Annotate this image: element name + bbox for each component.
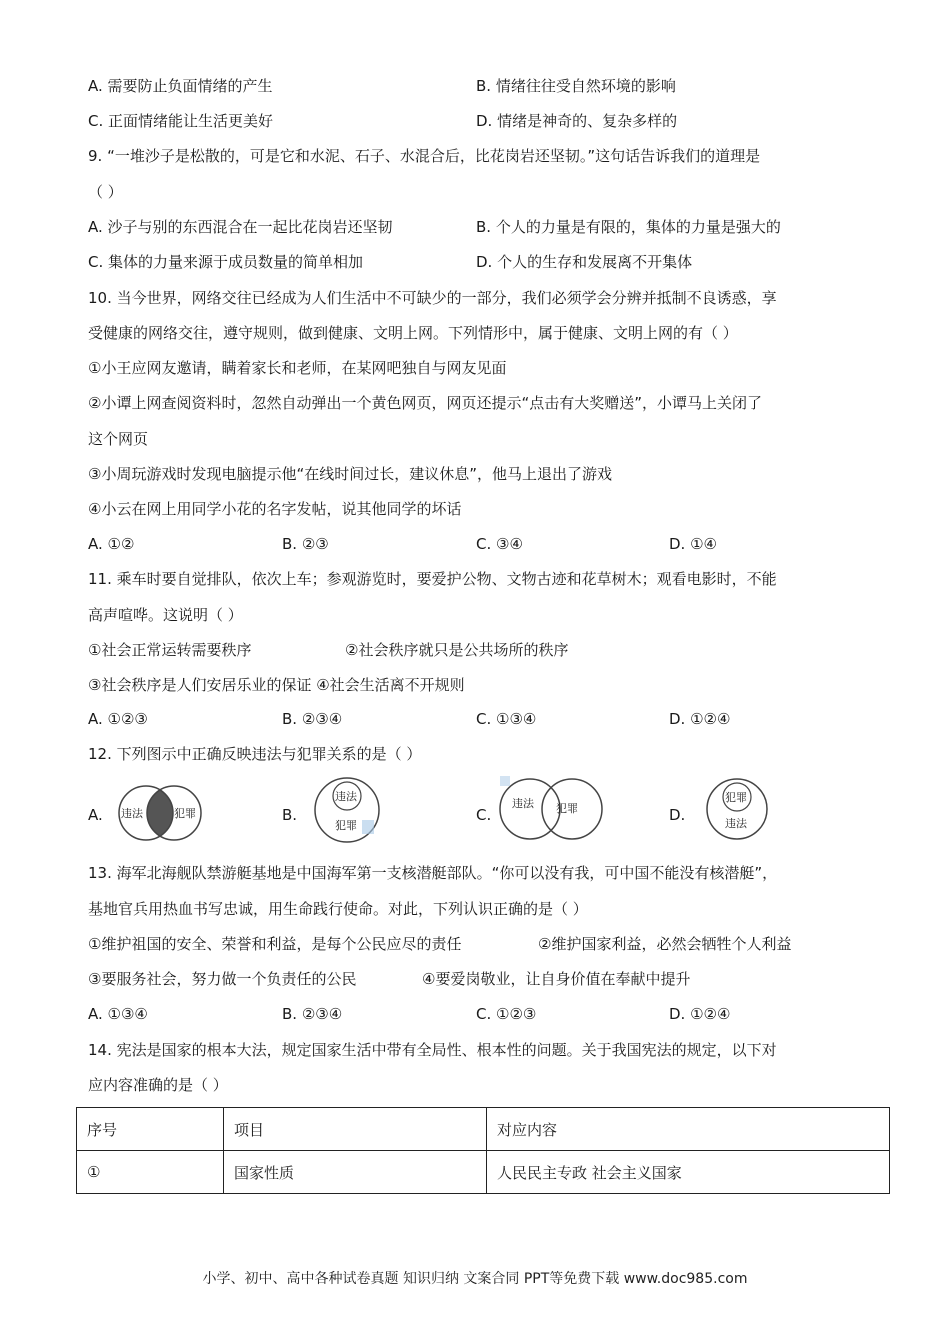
q11-statement-1: ①社会正常运转需要秩序 — [88, 641, 252, 659]
q13-statement-3: ③要服务社会，努力做一个负责任的公民 — [88, 970, 357, 988]
q10-option-d: D. ①④ — [669, 535, 717, 553]
q9-stem: 9. “一堆沙子是松散的，可是它和水泥、石子、水混合后，比花岗岩还坚韧。”这句话告诉我们的道理是 — [88, 147, 761, 165]
q11-option-d: D. ①②④ — [669, 710, 731, 728]
q9-option-b: B. 个人的力量是有限的，集体的力量是强大的 — [476, 218, 781, 236]
venn-d-label-fanzui: 犯罪 — [725, 791, 747, 804]
venn-a-label-fanzui: 犯罪 — [174, 807, 196, 820]
table-row — [77, 1151, 890, 1194]
venn-b-label-weifa: 违法 — [335, 790, 357, 803]
q11-statement-3-4: ③社会秩序是人们安居乐业的保证 ④社会生活离不开规则 — [88, 676, 465, 694]
q13-option-d: D. ①②④ — [669, 1005, 731, 1023]
table-header-cell: 序号 — [77, 1108, 224, 1151]
q11-option-c: C. ①③④ — [476, 710, 537, 728]
q11-stem-line2: 高声喧哗。这说明（ ） — [88, 606, 243, 624]
venn-d-label-weifa: 违法 — [725, 817, 747, 830]
q12-option-a: A. — [88, 806, 103, 824]
q12-diagram-c — [498, 774, 608, 850]
table-cell: 国家性质 — [224, 1151, 487, 1194]
q10-option-b: B. ②③ — [282, 535, 329, 553]
venn-b-label-fanzui: 犯罪 — [335, 819, 357, 832]
page-footer: 小学、初中、高中各种试卷真题 知识归纳 文案合同 PPT等免费下载 www.doc985.com — [202, 1271, 748, 1287]
q10-statement-2-cont: 这个网页 — [88, 430, 149, 448]
q9-option-d: D. 个人的生存和发展离不开集体 — [476, 253, 693, 271]
table-header-row — [77, 1108, 890, 1151]
q9-option-c: C. 集体的力量来源于成员数量的简单相加 — [88, 253, 364, 271]
q14-table — [76, 1107, 890, 1194]
q12-diagram-d — [702, 775, 772, 845]
q11-option-a: A. ①②③ — [88, 710, 148, 728]
q13-statement-4: ④要爱岗敬业，让自身价值在奉献中提升 — [422, 970, 691, 988]
q12-option-b: B. — [282, 806, 298, 824]
q11-option-b: B. ②③④ — [282, 710, 343, 728]
q10-option-a: A. ①② — [88, 535, 135, 553]
q10-stem-line2: 受健康的网络交往，遵守规则，做到健康、文明上网。下列情形中，属于健康、文明上网的有（ ） — [88, 324, 738, 342]
q12-stem: 12. 下列图示中正确反映违法与犯罪关系的是（ ） — [88, 745, 422, 763]
q12-option-c: C. — [476, 806, 492, 824]
table-header-cell: 项目 — [224, 1108, 487, 1151]
q10-stem-line1: 10. 当今世界，网络交往已经成为人们生活中不可缺少的一部分，我们必须学会分辨并抵制不良诱惑，享 — [88, 289, 777, 307]
q13-stem-line2: 基地官兵用热血书写忠诚，用生命践行使命。对此，下列认识正确的是（ ） — [88, 900, 588, 918]
q9-option-a: A. 沙子与别的东西混合在一起比花岗岩还坚韧 — [88, 218, 393, 236]
q11-stem-line1: 11. 乘车时要自觉排队，依次上车；参观游览时，要爱护公物、文物古迹和花草树木；观看电影时，不能 — [88, 570, 777, 588]
q13-statement-2: ②维护国家利益，必然会牺牲个人利益 — [538, 935, 792, 953]
q13-stem-line1: 13. 海军北海舰队禁游艇基地是中国海军第一支核潜艇部队。“你可以没有我，可中国不能没有核潜艇”， — [88, 864, 778, 882]
q8-option-d: D. 情绪是神奇的、复杂多样的 — [476, 112, 678, 130]
q13-option-c: C. ①②③ — [476, 1005, 537, 1023]
table-header-cell: 对应内容 — [487, 1108, 890, 1151]
q10-statement-1: ①小王应网友邀请，瞒着家长和老师，在某网吧独自与网友见面 — [88, 359, 507, 377]
q13-option-b: B. ②③④ — [282, 1005, 343, 1023]
q12-option-d: D. — [669, 806, 686, 824]
q13-statement-1: ①维护祖国的安全、荣誉和利益，是每个公民应尽的责任 — [88, 935, 462, 953]
q14-stem-line2: 应内容准确的是（ ） — [88, 1076, 228, 1094]
q8-option-b: B. 情绪往往受自然环境的影响 — [476, 77, 676, 95]
q12-diagram-a — [112, 780, 208, 850]
q10-statement-2: ②小谭上网查阅资料时，忽然自动弹出一个黄色网页，网页还提示“点击有大奖赠送”，小谭马上关闭了 — [88, 394, 762, 412]
q8-option-c: C. 正面情绪能让生活更美好 — [88, 112, 274, 130]
q13-option-a: A. ①③④ — [88, 1005, 148, 1023]
q10-statement-3: ③小周玩游戏时发现电脑提示他“在线时间过长，建议休息”，他马上退出了游戏 — [88, 465, 612, 483]
venn-a-label-weifa: 违法 — [121, 807, 143, 820]
q8-option-a: A. 需要防止负面情绪的产生 — [88, 77, 273, 95]
q12-diagram-b — [312, 774, 382, 850]
venn-c-label-weifa: 违法 — [512, 797, 534, 810]
q10-statement-4: ④小云在网上用同学小花的名字发帖，说其他同学的坏话 — [88, 500, 462, 518]
venn-c-label-fanzui: 犯罪 — [556, 802, 578, 815]
q11-statement-2: ②社会秩序就只是公共场所的秩序 — [345, 641, 569, 659]
table-cell: ① — [77, 1151, 224, 1194]
q10-option-c: C. ③④ — [476, 535, 523, 553]
q14-stem-line1: 14. 宪法是国家的根本大法，规定国家生活中带有全局性、根本性的问题。关于我国宪法的规定，以下对 — [88, 1041, 777, 1059]
q9-blank: （ ） — [88, 183, 123, 201]
table-cell: 人民民主专政 社会主义国家 — [487, 1151, 890, 1194]
